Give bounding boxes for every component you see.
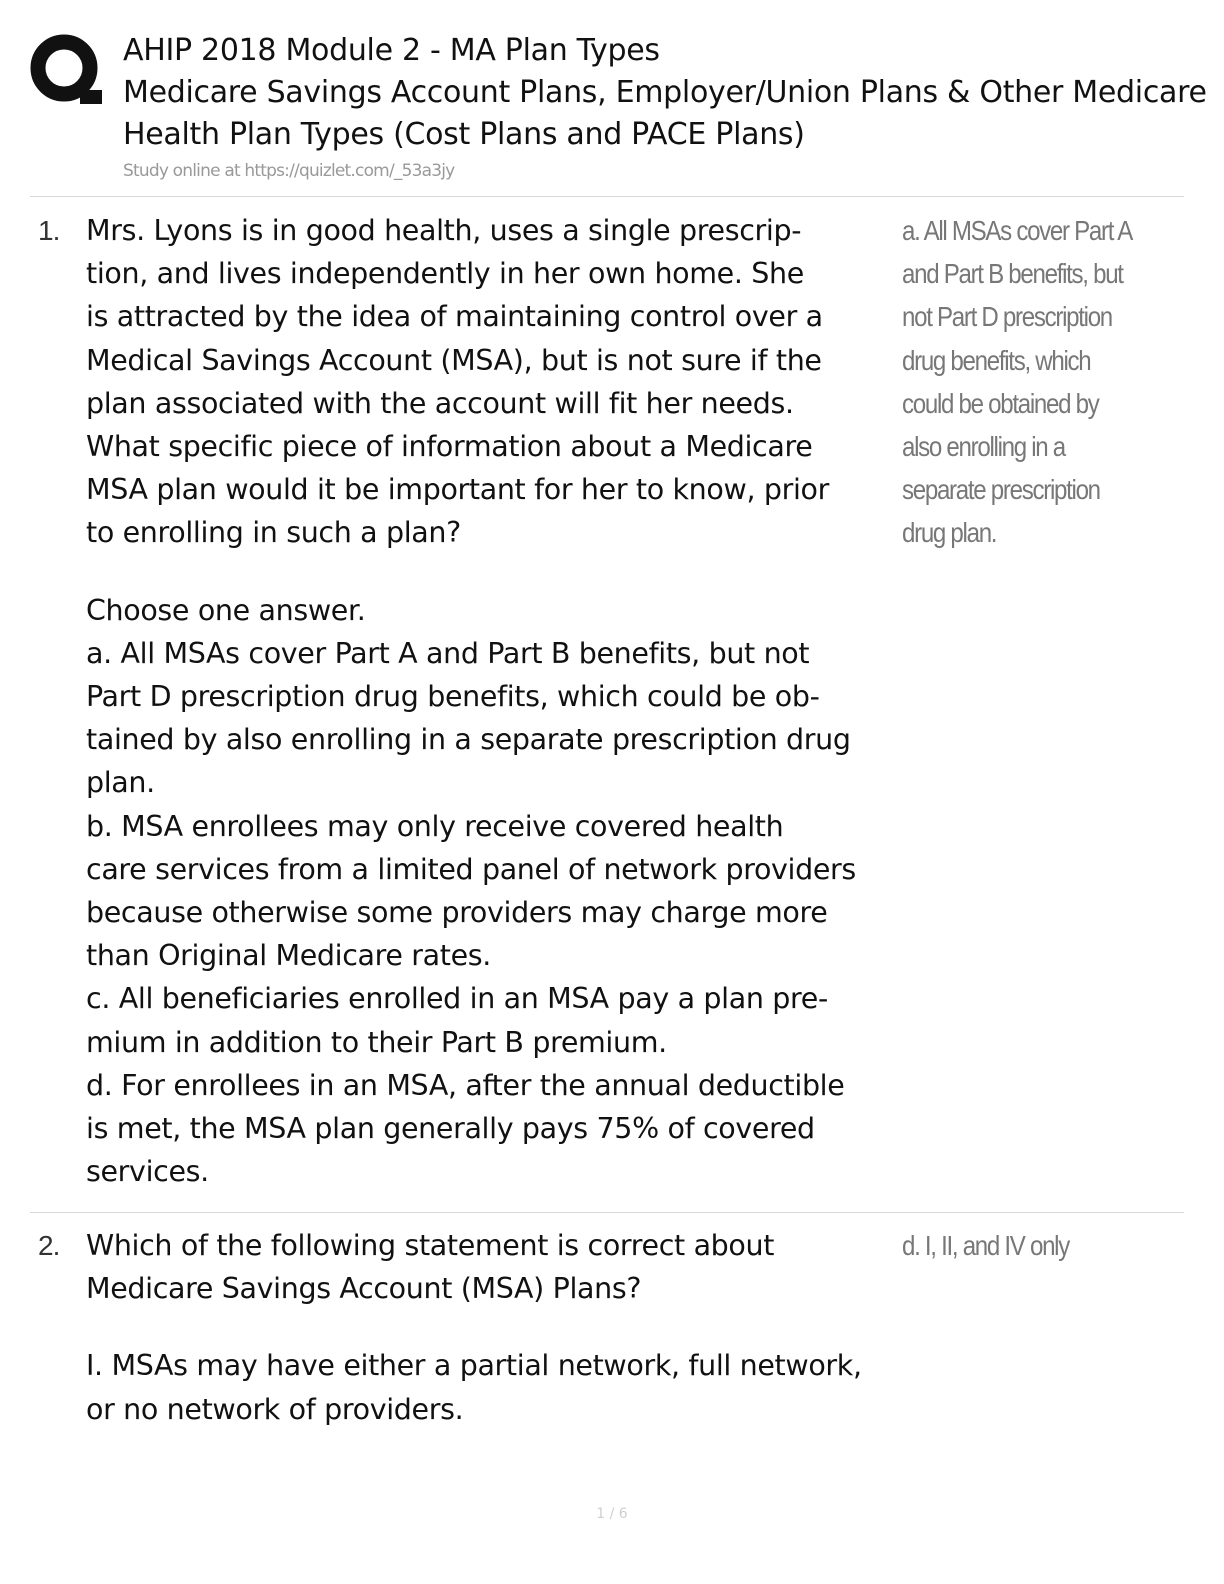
card-number: 1.: [38, 215, 60, 246]
quizlet-logo-icon: [30, 34, 102, 106]
card-divider: [30, 1212, 1184, 1213]
question-text: Mrs. Lyons is in good health, uses a single prescrip- tion, and lives independently in her own home. She is attracted by the idea of maintaining control over a Medical Savings Account (MSA), but is not sure if the plan associated with the account will fit her needs. What specific piece of information about a Medicare MSA plan would it be important for her to know, prior to enrolling in such a plan?: [86, 214, 829, 550]
card-question: [86, 1224, 896, 1431]
answer-choices: Choose one answer. a. All MSAs cover Part A and Part B benefits, but not Part D prescription drug benefits, which could be ob- tained by also enrolling in a separate prescription drug plan. b. MSA enrollees may only receive covered health care services from a limited panel of network providers because otherwise some providers may charge more than Original Medicare rates. c. All beneficiaries enrolled in an MSA pay a plan pre- mium in addition to their Part B premium. d. For enrollees in an MSA, after the annual deductible is met, the MSA plan generally pays 75% of covered services.: [86, 593, 856, 1189]
card-number: 2.: [38, 1230, 60, 1261]
page-number: 1 / 6: [596, 1506, 628, 1522]
document-header: [123, 30, 1224, 184]
flashcard-2: [30, 1224, 1184, 1484]
card-question: [86, 209, 896, 1193]
flashcard-1: [30, 209, 1184, 1199]
document-title-line-2: Medicare Savings Account Plans, Employer/Union Plans & Other Medicare: [123, 75, 1207, 110]
statement-text: I. MSAs may have either a partial network, full network, or no network of providers.: [86, 1349, 862, 1426]
card-answer: d. I, II, and IV only: [902, 1230, 1070, 1261]
document-title-line-1: AHIP 2018 Module 2 - MA Plan Types: [123, 33, 660, 68]
document-title-line-3: Health Plan Types (Cost Plans and PACE Plans): [123, 117, 805, 152]
question-text: Which of the following statement is correct about Medicare Savings Account (MSA) Plans?: [86, 1229, 775, 1306]
card-answer: a. All MSAs cover Part A and Part B benefits, but not Part D prescription drug benefits, which could be obtained by also enrolling in a separate prescription drug plan.: [902, 215, 1131, 549]
header-divider: [30, 196, 1184, 197]
study-online-link[interactable]: Study online at https://quizlet.com/_53a3jy: [123, 161, 455, 181]
